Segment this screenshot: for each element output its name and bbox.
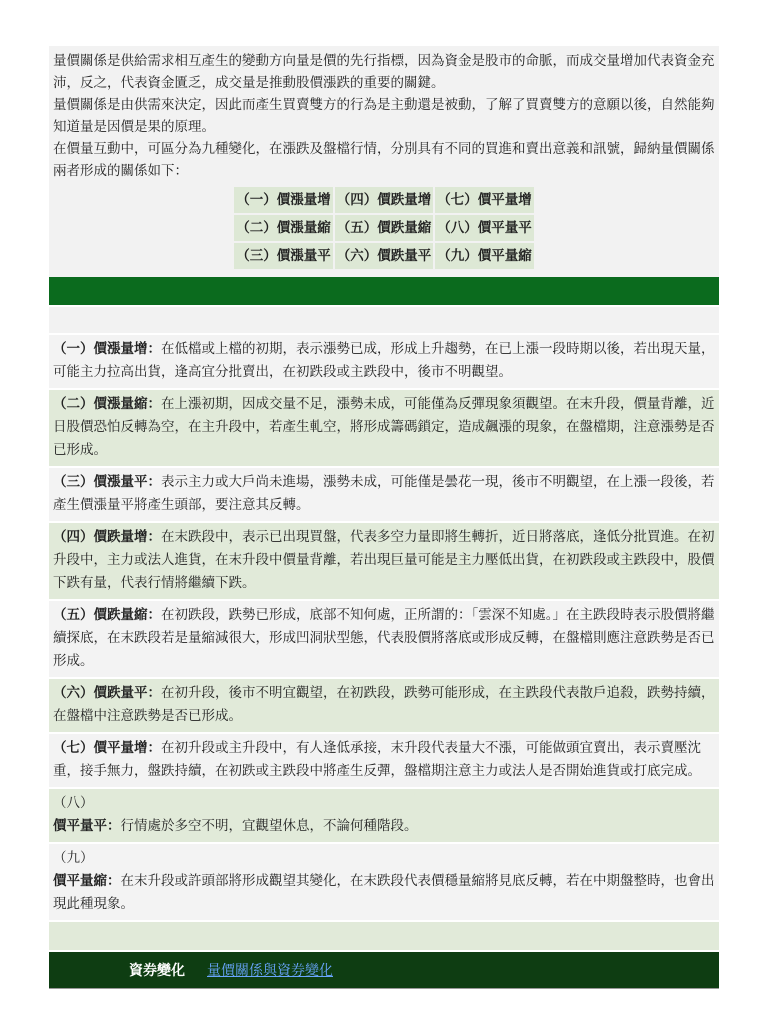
table-cell: （三）價漲量平 [234, 243, 333, 269]
table-cell: （一）價漲量增 [234, 187, 333, 213]
footer-label: 資券變化 [129, 963, 185, 979]
pattern-4 [49, 523, 719, 599]
pattern-description: 在初升段，後市不明宜觀望，在初跌段，跌勢可能形成，在主跌段代表散戶追殺，跌勢持續，在盤檔中注意跌勢是否已形成。 [53, 685, 715, 724]
pattern-description: 在初跌段，跌勢已形成，底部不知何處，正所謂的：「雲深不知處。」在主跌段時表示股價將繼續探底，在末跌段若是量縮減很大，形成凹洞狀型態，代表股價將落底或形成反轉，在盤檔則應注意跌勢是否已形成。 [53, 607, 715, 669]
table-row [234, 187, 534, 213]
section-divider-bar [49, 277, 719, 305]
table-cell: （五）價跌量縮 [335, 215, 434, 241]
pattern-title: （四）價跌量增： [53, 529, 161, 545]
footer-divider [49, 988, 719, 989]
pattern-9 [49, 844, 719, 920]
pattern-description: 在初升段或主升段中，有人逢低承接，末升段代表量大不漲，可能做頭宜賣出，表示賣壓沈重，接手無力，盤跌持續，在初跌或主跌段中將產生反彈，盤檔期注意主力或法人是否開始進貨或打底完成。 [53, 740, 701, 779]
pattern-2 [49, 390, 719, 466]
pattern-title: （六）價跌量平： [53, 685, 161, 701]
pattern-description: 在末跌段中，表示已出現買盤，代表多空力量即將生轉折，近日將落底，逢低分批買進。在初升段中，主力或法人進貨，在末升段中價量背離，若出現巨量可能是主力壓低出貨，在初跌段或主跌段中，股價下跌有量，代表行情將繼續下跌。 [53, 529, 715, 591]
pattern-number: （八） [53, 795, 94, 811]
pattern-description: 在低檔或上檔的初期，表示漲勢已成，形成上升趨勢，在已上漲一段時期以後，若出現天量，可能主力拉高出貨，逢高宜分批賣出，在初跌段或主跌段中，後市不明觀望。 [53, 341, 715, 380]
intro-section [49, 46, 719, 277]
pattern-7 [49, 734, 719, 787]
footer-link[interactable]: 量價關係與資券變化 [207, 963, 333, 979]
table-cell: （六）價跌量平 [335, 243, 434, 269]
intro-paragraph-3: 在價量互動中，可區分為九種變化，在漲跌及盤檔行情，分別具有不同的買進和賣出意義和訊號，歸納量價關係兩者形成的關係如下： [53, 141, 715, 179]
pattern-description: 表示主力或大戶尚未進場，漲勢未成，可能僅是曇花一現，後市不明觀望，在上漲一段後，若產生價漲量平將產生頭部，要注意其反轉。 [53, 474, 715, 513]
article [49, 46, 719, 989]
intro-paragraph-2: 量價關係是由供需來決定，因此而產生買賣雙方的行為是主動還是被動，了解了買賣雙方的意願以後，自然能夠知道量是因價是果的原理。 [53, 97, 715, 135]
pattern-3 [49, 468, 719, 521]
pattern-title: 價平量縮： [53, 873, 121, 889]
pattern-title: （七）價平量增： [53, 740, 161, 756]
pattern-6 [49, 679, 719, 732]
pattern-description: 行情處於多空不明，宜觀望休息，不論何種階段。 [120, 818, 418, 834]
pattern-description: 在上漲初期，因成交量不足，漲勢未成，可能僅為反彈現象須觀望。在末升段，價量背離，近日股價恐怕反轉為空，在主升段中，若產生軋空，將形成籌碼鎖定，造成飆漲的現象，在盤檔期，注意漲勢是否已形成。 [53, 396, 715, 458]
table-cell: （四）價跌量增 [335, 187, 434, 213]
table-row [234, 215, 534, 241]
blank-row [49, 922, 719, 950]
table-cell: （八）價平量平 [435, 215, 534, 241]
pattern-8 [49, 789, 719, 842]
table-cell: （七）價平量增 [435, 187, 534, 213]
footer-nav [49, 952, 719, 988]
pattern-number: （九） [53, 850, 94, 866]
nine-patterns-table [232, 185, 536, 271]
pattern-description: 在末升段或許頭部將形成觀望其變化，在末跌段代表價穩量縮將見底反轉，若在中期盤整時，也會出現此種現象。 [53, 873, 715, 912]
pattern-1 [49, 335, 719, 388]
pattern-5 [49, 601, 719, 677]
pattern-title: （二）價漲量縮： [53, 396, 161, 412]
blank-row [49, 307, 719, 333]
table-cell: （九）價平量縮 [435, 243, 534, 269]
pattern-title: （五）價跌量縮： [53, 607, 161, 623]
pattern-title: 價平量平： [53, 818, 121, 834]
intro-paragraph-1: 量價關係是供給需求相互產生的變動方向量是價的先行指標，因為資金是股市的命脈，而成交量增加代表資金充沛，反之，代表資金匱乏，成交量是推動股價漲跌的重要的關鍵。 [53, 53, 715, 91]
table-row [234, 243, 534, 269]
table-cell: （二）價漲量縮 [234, 215, 333, 241]
pattern-title: （三）價漲量平： [53, 474, 161, 490]
pattern-title: （一）價漲量增： [53, 341, 161, 357]
